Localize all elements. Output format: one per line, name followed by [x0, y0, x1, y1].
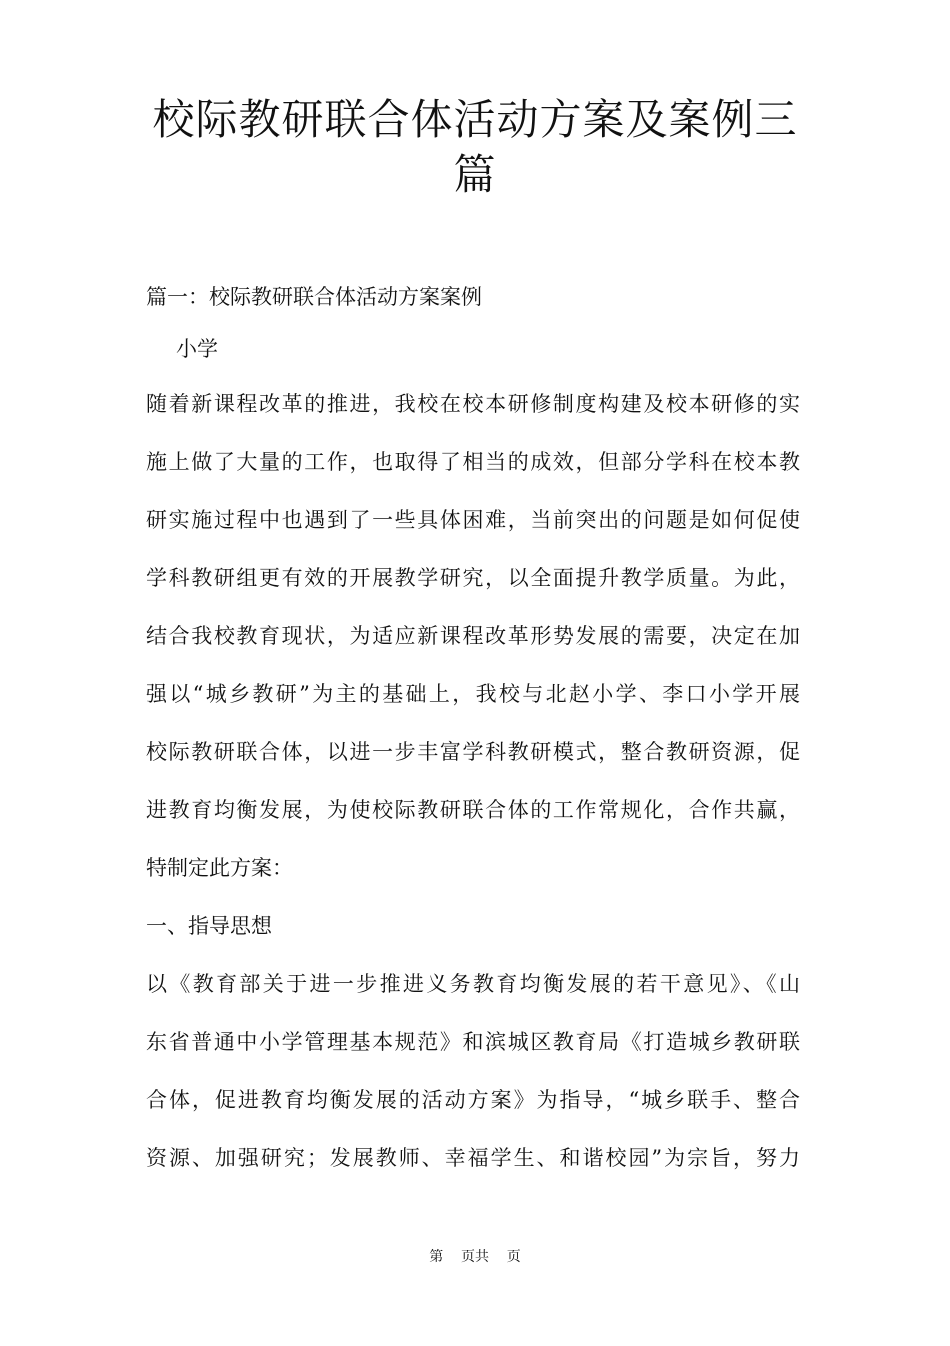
- paragraph-line: 校际教研联合体，以进一步丰富学科教研模式，整合教研资源，促: [146, 740, 800, 764]
- document-title: [140, 92, 810, 202]
- section-heading: 篇一：校际教研联合体活动方案案例: [146, 285, 482, 309]
- page-footer: 第 页共 页: [429, 1249, 521, 1265]
- subheading: 一、指导思想: [146, 914, 272, 938]
- title-line-1: 校际教研联合体活动方案及案例三: [152, 95, 798, 144]
- paragraph-line: 特制定此方案：: [146, 856, 293, 880]
- paragraph-line: 东省普通中小学管理基本规范》和滨城区教育局《打造城乡教研联: [146, 1030, 800, 1054]
- paragraph-line: 合体，促进教育均衡发展的活动方案》为指导，“城乡联手、整合: [146, 1088, 800, 1112]
- title-line-2: 篇: [453, 150, 497, 199]
- paragraph-line: 结合我校教育现状，为适应新课程改革形势发展的需要，决定在加: [146, 624, 800, 648]
- paragraph-line: 施上做了大量的工作，也取得了相当的成效，但部分学科在校本教: [146, 450, 800, 474]
- paragraph-line: 进教育均衡发展，为使校际教研联合体的工作常规化，合作共赢，: [146, 798, 800, 822]
- paragraph-line: 学科教研组更有效的开展教学研究，以全面提升教学质量。为此，: [146, 566, 800, 590]
- paragraph-line: 随着新课程改革的推进，我校在校本研修制度构建及校本研修的实: [146, 392, 800, 416]
- paragraph-line: 以《教育部关于进一步推进义务教育均衡发展的若干意见》、《山: [146, 972, 800, 996]
- document-body: [146, 271, 800, 1187]
- school-label: 小学: [176, 337, 218, 361]
- paragraph-line: 研实施过程中也遇到了一些具体困难，当前突出的问题是如何促使: [146, 508, 800, 532]
- paragraph-line: 资源、加强研究；发展教师、幸福学生、和谐校园”为宗旨，努力: [146, 1146, 800, 1170]
- paragraph-line: 强以“城乡教研”为主的基础上，我校与北赵小学、李口小学开展: [146, 682, 800, 706]
